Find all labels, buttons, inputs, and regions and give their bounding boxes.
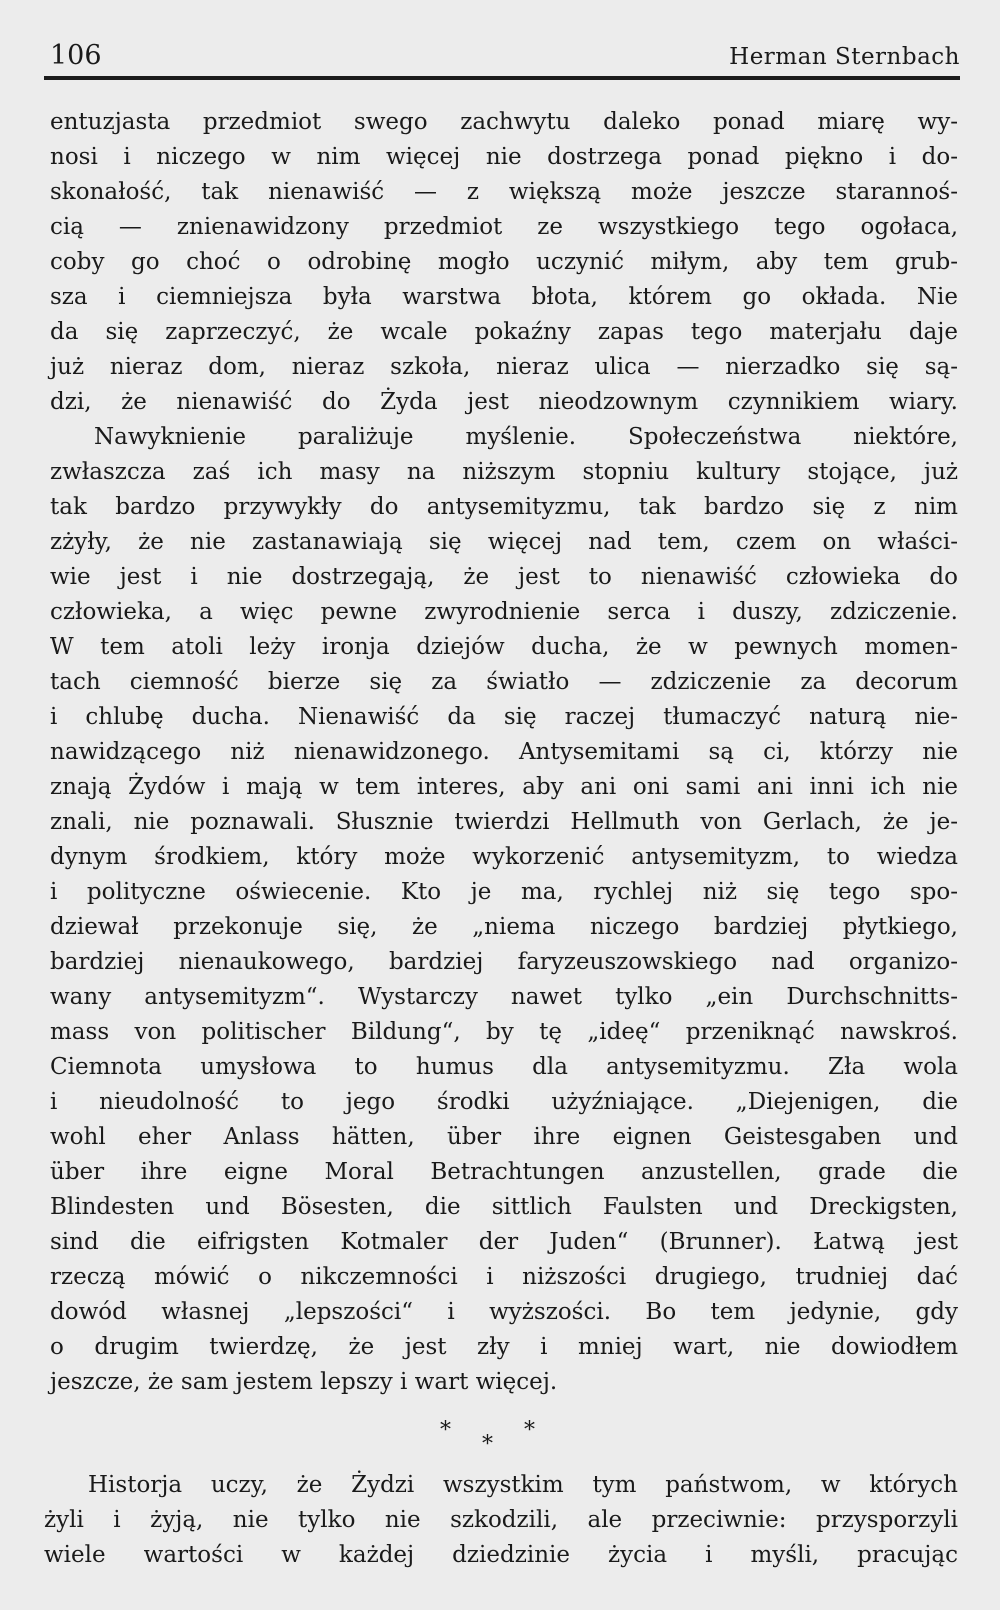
header-rule — [44, 76, 960, 80]
text-line: i chlubę ducha. Nienawiść da się raczej tłumaczyć naturą nie- — [50, 704, 958, 730]
text-line: żyli i żyją, nie tylko nie szkodzili, ale przeciwnie: przysporzyli — [44, 1507, 958, 1533]
text-line: sind die eifrigsten Kotmaler der Juden“ (Brunner). Łatwą jest — [50, 1229, 958, 1255]
text-line: o drugim twierdzę, że jest zły i mniej wart, nie dowiodłem — [50, 1334, 958, 1360]
text-line: wiele wartości w każdej dziedzinie życia i myśli, pracując — [44, 1542, 958, 1568]
text-line: nawidzącego niż nienawidzonego. Antysemitami są ci, którzy nie — [50, 739, 958, 765]
body-text — [50, 105, 958, 1400]
section-separator — [0, 1418, 1000, 1458]
text-line: Nawyknienie paraliżuje myślenie. Społeczeństwa niektóre, — [94, 424, 958, 450]
text-line: rzeczą mówić o nikczemności i niższości drugiego, trudniej dać — [50, 1264, 958, 1290]
separator-star-middle: * — [482, 1432, 493, 1457]
text-line: zwłaszcza zaś ich masy na niższym stopniu kultury stojące, już — [50, 459, 958, 485]
separator-star-right: * — [524, 1418, 535, 1443]
text-line: Blindesten und Bösesten, die sittlich Faulsten und Dreckigsten, — [50, 1194, 958, 1220]
page-number: 106 — [50, 40, 102, 71]
text-line: człowieka, a więc pewne zwyrodnienie serca i duszy, zdziczenie. — [50, 599, 958, 625]
running-title: Herman Sternbach — [729, 44, 960, 70]
text-line: dzi, że nienawiść do Żyda jest nieodzownym czynnikiem wiary. — [50, 389, 958, 415]
text-line: cią — znienawidzony przedmiot ze wszystkiego tego ogołaca, — [50, 214, 958, 240]
text-line: wany antysemityzm“. Wystarczy nawet tylko „ein Durchschnitts- — [50, 984, 958, 1010]
text-line: nosi i niczego w nim więcej nie dostrzega ponad piękno i do- — [50, 144, 958, 170]
text-line: sza i ciemniejsza była warstwa błota, którem go okłada. Nie — [50, 284, 958, 310]
text-line: dziewał przekonuje się, że „niema niczego bardziej płytkiego, — [50, 914, 958, 940]
body-text-continued — [44, 1468, 958, 1573]
text-line: skonałość, tak nienawiść — z większą może jeszcze starannoś- — [50, 179, 958, 205]
text-line: dowód własnej „lepszości“ i wyższości. Bo tem jedynie, gdy — [50, 1299, 958, 1325]
text-line: entuzjasta przedmiot swego zachwytu daleko ponad miarę wy- — [50, 109, 958, 135]
text-line: tach ciemność bierze się za światło — zdziczenie za decorum — [50, 669, 958, 695]
text-line: zżyły, że nie zastanawiają się więcej nad tem, czem on właści- — [50, 529, 958, 555]
text-line: wie jest i nie dostrzegają, że jest to nienawiść człowieka do — [50, 564, 958, 590]
text-line: da się zaprzeczyć, że wcale pokaźny zapas tego materjału daje — [50, 319, 958, 345]
text-line: Ciemnota umysłowa to humus dla antysemityzmu. Zła wola — [50, 1054, 958, 1080]
text-line: Historja uczy, że Żydzi wszystkim tym państwom, w których — [88, 1472, 958, 1498]
text-line: über ihre eigne Moral Betrachtungen anzustellen, grade die — [50, 1159, 958, 1185]
text-line: już nieraz dom, nieraz szkoła, nieraz ulica — nierzadko się są- — [50, 354, 958, 380]
text-line: mass von politischer Bildung“, by tę „ideę“ przeniknąć nawskroś. — [50, 1019, 958, 1045]
text-line: coby go choć o odrobinę mogło uczynić miłym, aby tem grub- — [50, 249, 958, 275]
text-line: jeszcze, że sam jestem lepszy i wart więcej. — [50, 1369, 558, 1395]
text-line: znają Żydów i mają w tem interes, aby ani oni sami ani inni ich nie — [50, 774, 958, 800]
text-line: bardziej nienaukowego, bardziej faryzeuszowskiego nad organizo- — [50, 949, 958, 975]
paragraph-2 — [50, 420, 958, 1400]
paragraph-1 — [50, 105, 958, 420]
text-line: i polityczne oświecenie. Kto je ma, rychlej niż się tego spo- — [50, 879, 958, 905]
text-line: dynym środkiem, który może wykorzenić antysemityzm, to wiedza — [50, 844, 958, 870]
paragraph-3 — [44, 1468, 958, 1573]
text-line: tak bardzo przywykły do antysemityzmu, tak bardzo się z nim — [50, 494, 958, 520]
page-header — [50, 36, 960, 76]
text-line: W tem atoli leży ironja dziejów ducha, że w pewnych momen- — [50, 634, 958, 660]
separator-star-left: * — [440, 1418, 451, 1443]
text-line: znali, nie poznawali. Słusznie twierdzi Hellmuth von Gerlach, że je- — [50, 809, 958, 835]
text-line: wohl eher Anlass hätten, über ihre eignen Geistesgaben und — [50, 1124, 958, 1150]
text-line: i nieudolność to jego środki użyźniające. „Diejenigen, die — [50, 1089, 958, 1115]
